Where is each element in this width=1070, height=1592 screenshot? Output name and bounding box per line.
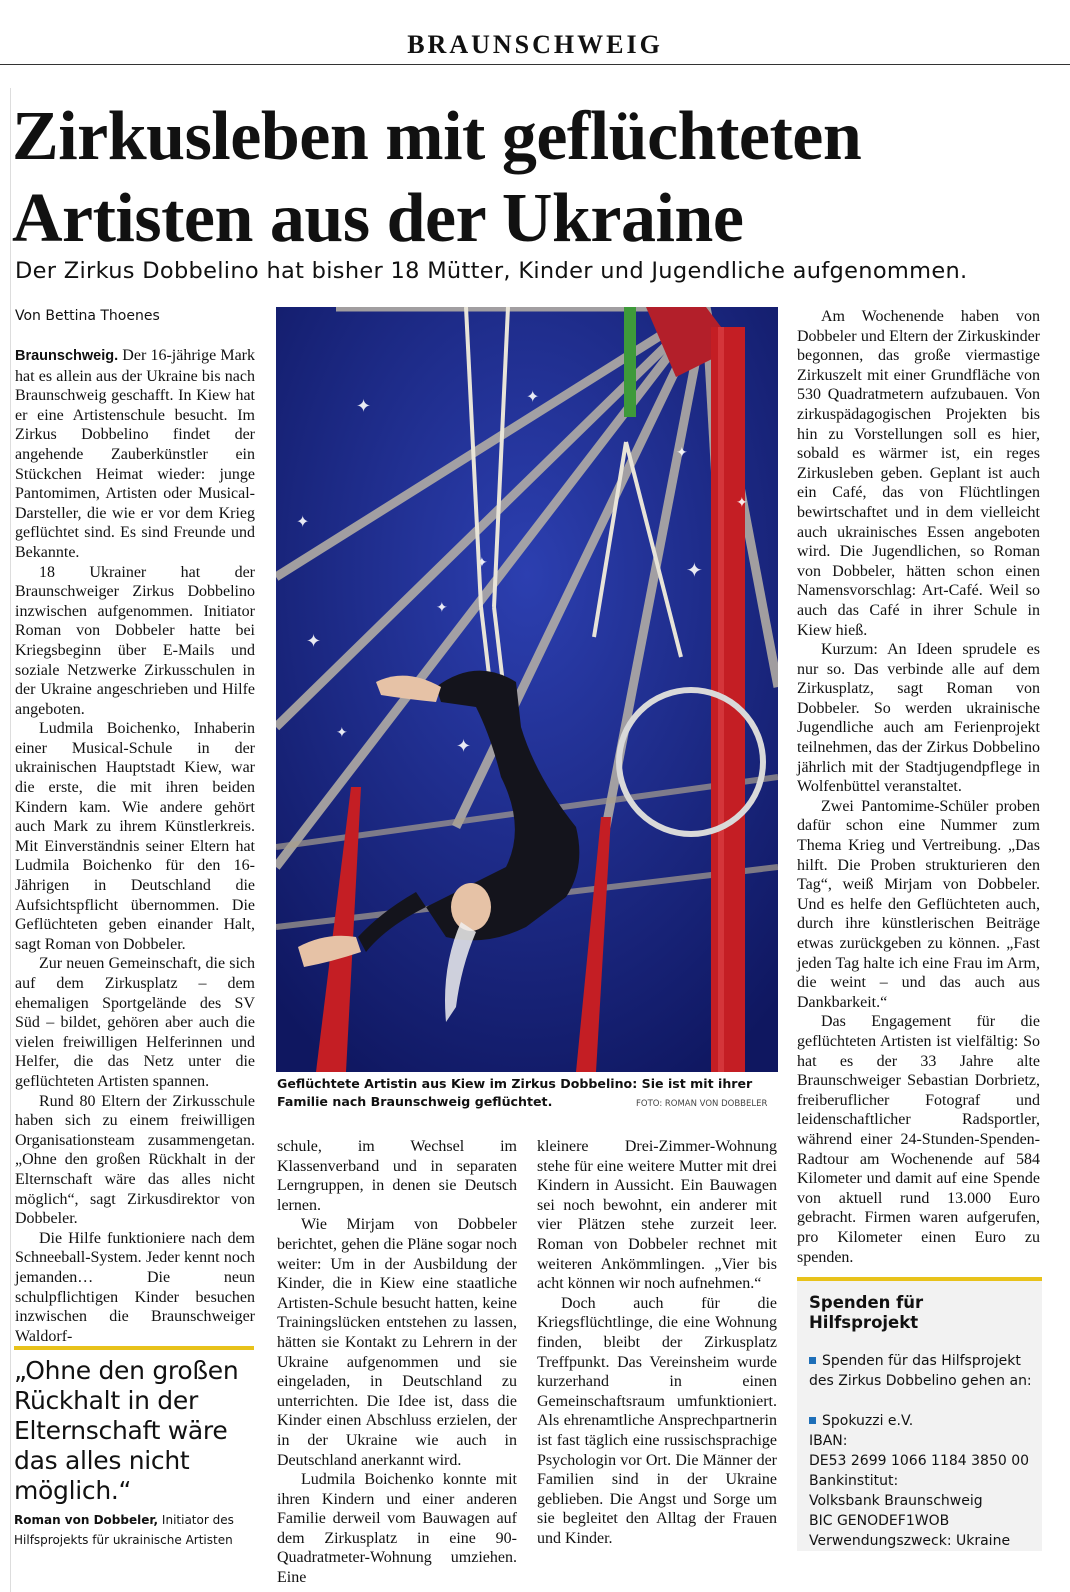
bank-value: Volksbank Braunschweig: [809, 1493, 983, 1509]
svg-text:✦: ✦: [456, 736, 472, 756]
dateline: Braunschweig.: [15, 348, 119, 364]
paragraph: Wie Mirjam von Dobbeler berichtet, gehen die Pläne sogar noch weiter: Um in der Ausbildung der Kinder, die in Kiew eine staatliche Artisten-Schule besucht hatten, keine Trainingslücken entstehen zu lassen, hätten sie Kontakt zu Lehrern in der Ukraine aufgenommen und sie eingeladen, in Deutschland zu unterrichten. Die Idee ist, dass die Kinder einen Abschluss erzielen, der in der Ukraine wie auch in Deutschland anerkannt wird.: [277, 1216, 517, 1469]
headline-line-1: Zirkusleben mit geflüchteten: [12, 98, 862, 175]
quote-author-name: Roman von Dobbeler,: [14, 1513, 159, 1527]
headline: [12, 96, 1057, 260]
article-column-4: [797, 307, 1040, 1267]
svg-text:✦: ✦: [526, 389, 540, 406]
paragraph: Doch auch für die Kriegsflüchtlinge, die eine Wohnung finden, bleibt der Zirkusplatz Treffpunkt. Das Vereinsheim wurde kurzerhand in einen Gemeinschaftsraum umfunktioniert. Als ehrenamtliche Ansprechpartnerin ist fast täglich eine russischsprachige Psychologin vor Ort. Die Männer der Familien sind in der Ukraine geblieben. Die Angst und Sorge um sie begleitet den Alltag der Frauen und Kinder.: [537, 1294, 777, 1547]
paragraph: Das Engagement für die geflüchteten Artisten ist vielfältig: So hat es der 33 Jahre alte Braunschweiger Sebastian Dorbrietz, freiberuflicher Fotograf und leidenschaftlicher Radsportler, während einer 24-Stunden-Spenden-Radtour am Wochenende auf 584 Kilometer und damit auf eine Spende von aktuell rund 13.000 Euro gebracht. Firmen waren aufgerufen, pro Kilometer einen Euro zu spenden.: [797, 1013, 1040, 1266]
column-rule: [10, 88, 11, 1592]
iban-value: DE53 2699 1066 1184 3850 00: [809, 1453, 1030, 1469]
paragraph: Zur neuen Gemeinschaft, die sich auf dem Zirkusplatz – dem ehemaligen Sportgelände des SV Süd – bildet, gehören aber auch die vielen freiwilligen Helferinnen und Helfer, die das Netz unter die geflüchteten Artisten spannen.: [15, 955, 255, 1090]
bic-value: BIC GENODEF1WOB: [809, 1513, 950, 1529]
header-rule: [0, 64, 1070, 65]
iban-label: IBAN:: [809, 1433, 848, 1449]
purpose-value: Verwendungszweck: Ukraine: [809, 1533, 1011, 1549]
info-intro: Spenden für das Hilfsprojekt des Zirkus Dobbelino gehen an:: [809, 1353, 1032, 1389]
quote-accent-bar: [14, 1346, 254, 1350]
paragraph: schule, im Wechsel im Klassenverband und in separaten Lerngruppen, in denen sie Deutsch lernen.: [277, 1138, 517, 1214]
subtitle: Der Zirkus Dobbelino hat bisher 18 Mütter, Kinder und Jugendliche aufgenommen.: [15, 258, 968, 284]
svg-text:✦: ✦: [736, 496, 748, 511]
paragraph: Kurzum: An Ideen sprudele es nur so. Das verbinde alle auf dem Zirkusplatz, sagt Roman von Dobbeler. So werden ukrainische Jugendliche auch am Ferienprojekt teilnehmen, das der Zirkus Dobbelino jährlich mit der Stadtjugendpflege in Wolfenbüttel veranstaltet.: [797, 641, 1040, 796]
paragraph: Zwei Pantomime-Schüler proben dafür schon eine Nummer zum Thema Krieg und Vertreibung. „Das hilft. Die Proben strukturieren den Tag“, weiß Mirjam von Dobbeler. Und es helfe den Geflüchteten auch, durch ihre künstlerischen Beiträge etwas zurückgeben zu können. „Fast jeden Tag halte ich eine Frau im Arm, die weint – und das auch aus Dankbarkeit.“: [797, 797, 1040, 1011]
paragraph: Ludmila Boichenko, Inhaberin einer Musical-Schule in der ukrainischen Hauptstadt Kiew, war die erste, die mit ihren beiden Kindern kam. Wie andere gehört auch Mark zu ihrem Künstlerkreis. Mit Einverständnis seiner Eltern hat Ludmila Boichenko für den 16-Jährigen in Deutschland die Aufsichtspflicht übernommen. Die Geflüchteten geben einander Halt, sagt Roman von Dobbeler.: [15, 720, 255, 953]
info-org: Spokuzzi e.V.: [809, 1411, 1032, 1431]
circus-photo: [276, 307, 778, 1072]
svg-text:✦: ✦: [356, 396, 372, 416]
quote-author-role: Initiator des Hilfsprojekts für ukrainische Artisten: [14, 1513, 234, 1547]
paragraph: Rund 80 Eltern der Zirkusschule haben sich zu einem freiwilligen Organisationsteam zusammengetan. „Ohne den großen Rückhalt in der Elternschaft wäre das alles nicht möglich“, sagt Zirkusdirektor von Dobbeler.: [15, 1092, 255, 1228]
bank-label: Bankinstitut:: [809, 1473, 899, 1489]
article-column-1: [15, 346, 255, 1346]
svg-text:✦: ✦: [676, 446, 688, 461]
svg-text:✦: ✦: [296, 514, 310, 531]
article-column-3: [537, 1137, 777, 1548]
paragraph: Ludmila Boichenko konnte mit ihren Kindern und einer anderen Familie derweil vom Bauwagen auf dem Zirkusplatz in eine 90-Quadratmeter-Wohnung umziehen. Eine: [277, 1471, 517, 1587]
svg-text:✦: ✦: [686, 560, 703, 582]
svg-text:✦: ✦: [436, 601, 448, 616]
photo-credit: FOTO: ROMAN VON DOBBELER: [636, 1099, 768, 1109]
svg-text:✦: ✦: [306, 631, 322, 651]
paragraph: kleinere Drei-Zimmer-Wohnung stehe für eine weitere Mutter mit drei Kindern in Aussicht. Ein Bauwagen sei noch bewohnt, ein anderer mit vier Plätzen stehe zurzeit leer. Roman von Dobbeler rechnet mit weiteren Ankömmlingen. „Vier bis acht können wir noch aufnehmen.“: [537, 1138, 777, 1293]
byline: Von Bettina Thoenes: [15, 308, 160, 324]
photo-caption: Geflüchtete Artistin aus Kiew im Zirkus Dobbelino: Sie ist mit ihrer Familie nach Braunschweig geflüchtet.: [277, 1076, 753, 1109]
pull-quote: „Ohne den großen Rückhalt in der Elternschaft wäre das alles nicht möglich.“: [14, 1356, 239, 1505]
article-column-2: [277, 1137, 517, 1588]
paragraph: Am Wochenende haben von Dobbeler und Eltern der Zirkuskinder begonnen, das große viermastige Zirkuszelt mit einer Grundfläche von 530 Quadratmetern aufzubauen. Von zirkuspädagogischen Projekten bis hin zu Vorstellungen soll es hier, sobald es wärmer ist, ein reges Zirkusleben geben. Geplant ist auch ein Café, das von Flüchtlingen bewirtschaftet und in dem vielleicht auch ukrainisches Essen angeboten wird. Die Jugendlichen, so Roman von Dobbeler, hätten schon einen Namensvorschlag: Art-Café. Weil so auch das Café in ihrer Schule in Kiew hieß.: [797, 308, 1040, 639]
paragraph: Die Hilfe funktioniere nach dem Schneeball-System. Jeder kennt noch jemanden… Die neun schulpflichtigen Kinder besuchen inzwischen die Braunschweiger Waldorf-: [15, 1229, 255, 1345]
bullet-icon: [809, 1357, 816, 1364]
info-title: Spenden für Hilfsprojekt: [809, 1293, 924, 1332]
svg-text:✦: ✦: [336, 726, 348, 741]
paragraph: 18 Ukrainer hat der Braunschweiger Zirkus Dobbelino inzwischen aufgenommen. Initiator Roman von Dobbeler hatte bei Kriegsbeginn über E-Mails und soziale Netzwerke Zirkusschulen in der Ukraine angeschrieben und Hilfe angeboten.: [15, 563, 255, 718]
quote-attribution: [14, 1510, 259, 1550]
donation-info-box: [797, 1281, 1042, 1551]
svg-text:✦: ✦: [476, 556, 488, 571]
headline-line-2: Artisten aus der Ukraine: [12, 180, 744, 257]
bullet-icon: [809, 1417, 816, 1424]
section-title: BRAUNSCHWEIG: [407, 30, 663, 59]
paragraph: Braunschweig. Der 16-jährige Mark hat es allein aus der Ukraine bis nach Braunschweig geschafft. In Kiew hat er eine Artistenschule besucht. Im Zirkus Dobbelino findet der angehende Zauberkünstler ein Stückchen Heimat wieder: junge Pantomimen, Artisten oder Musical-Darsteller, die wie er vor dem Krieg geflüchtet sind. Es sind Freunde und Bekannte.: [15, 347, 255, 561]
